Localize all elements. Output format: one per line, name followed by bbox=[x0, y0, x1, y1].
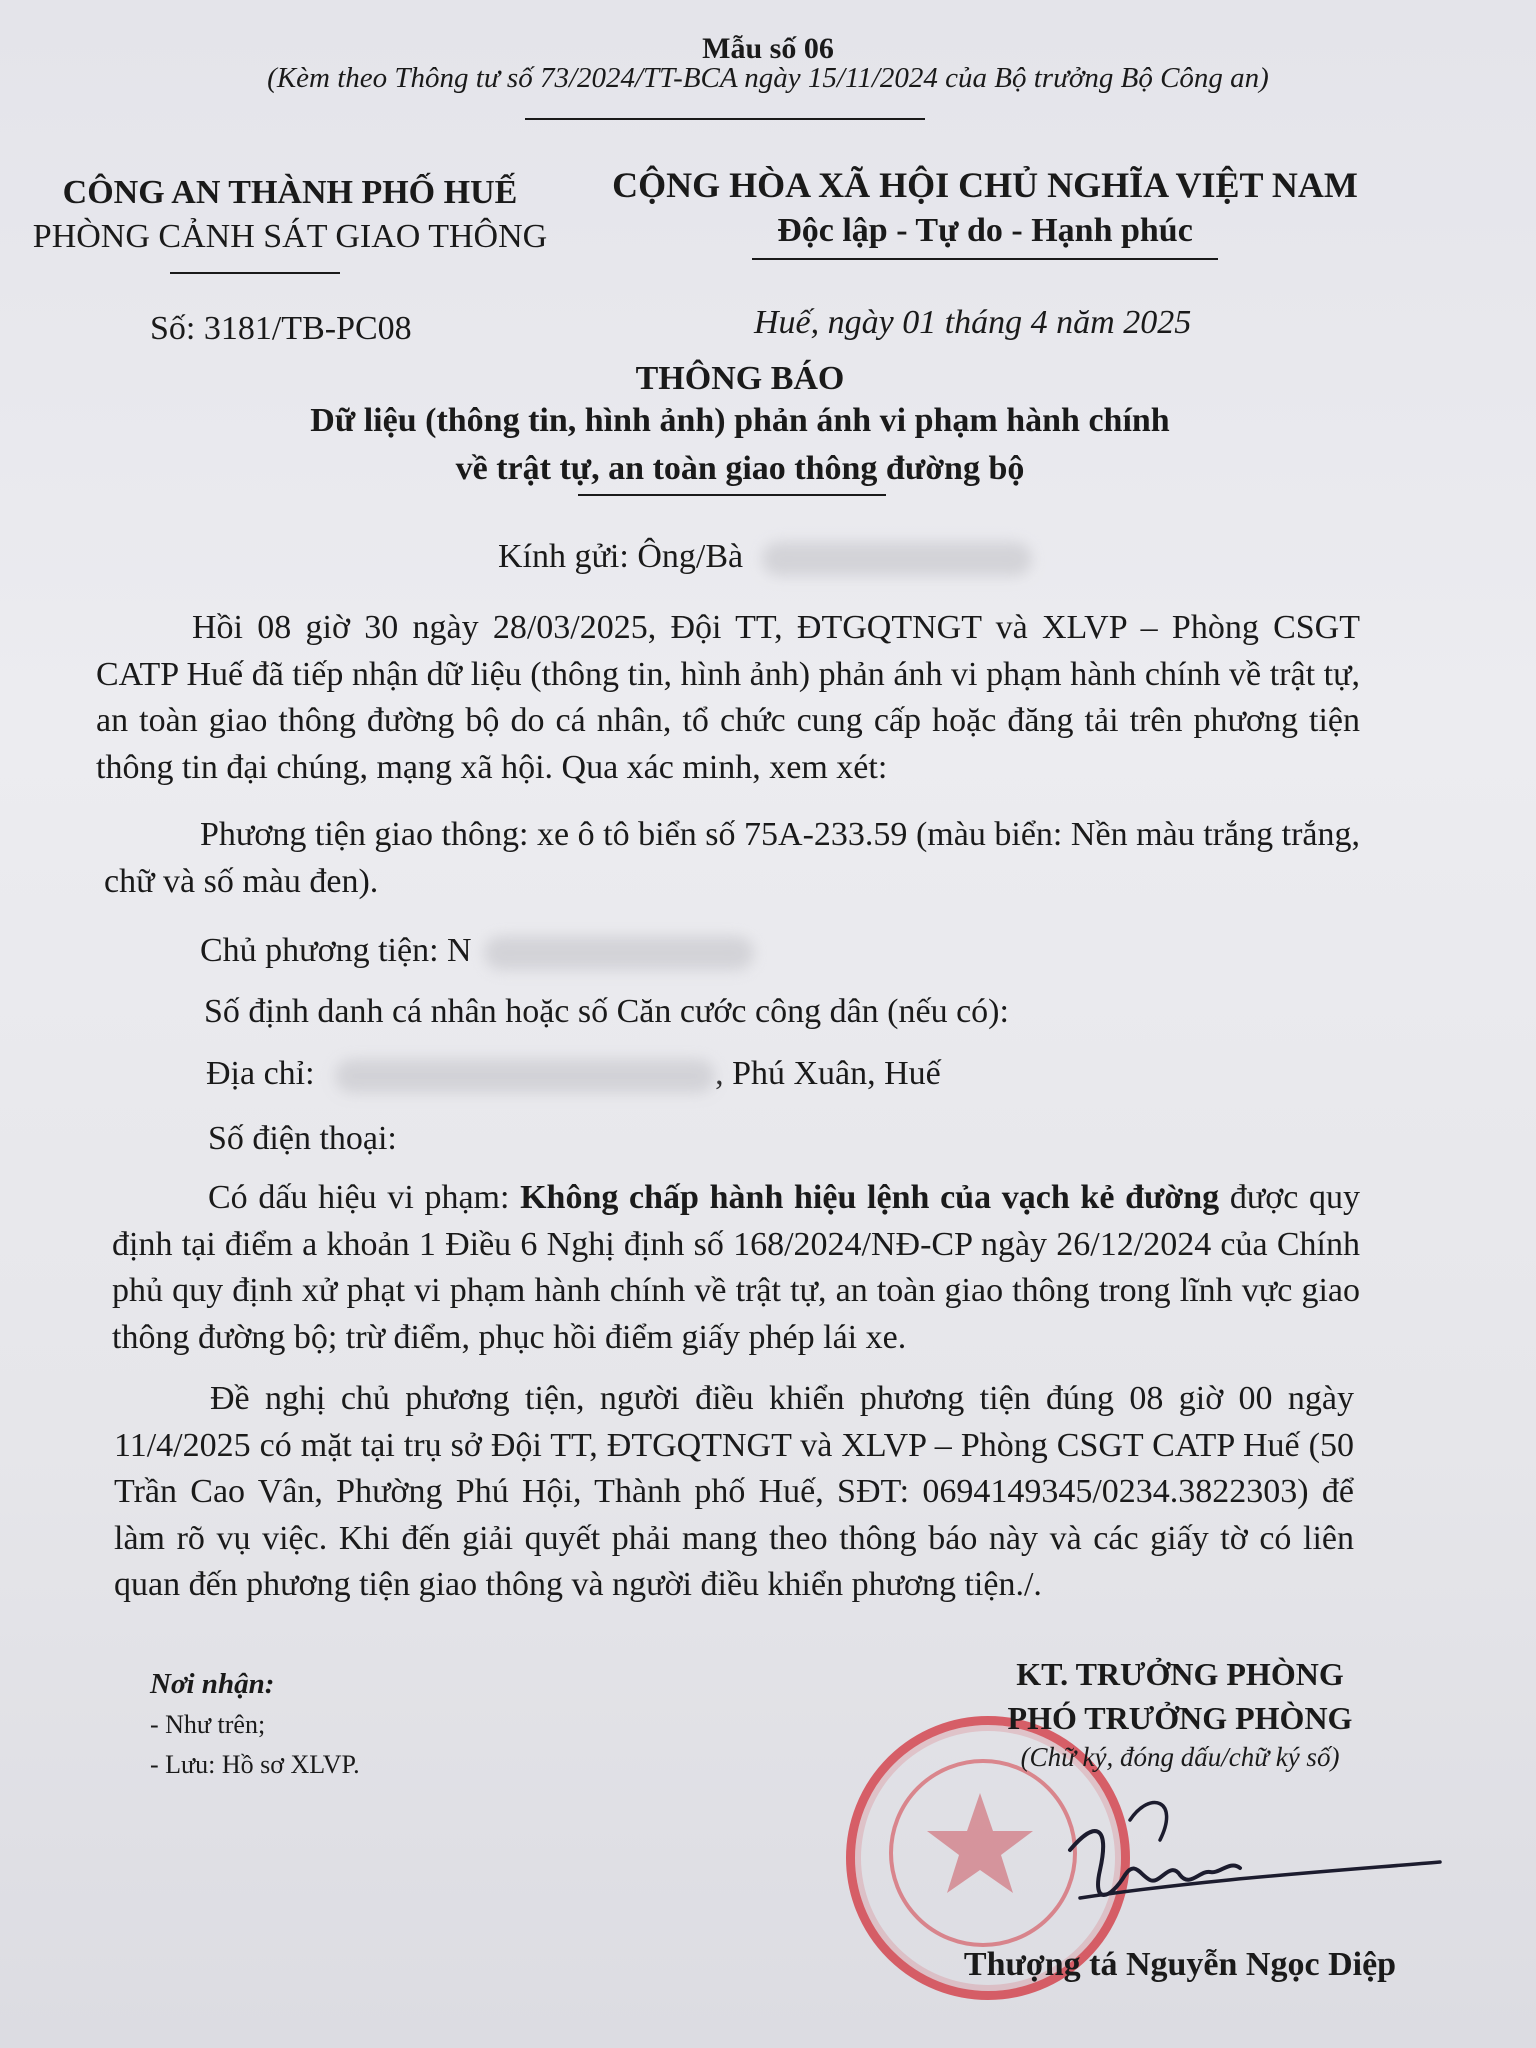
violation-prefix: Có dấu hiệu vi phạm: bbox=[208, 1179, 521, 1216]
form-number: Mẫu số 06 bbox=[702, 32, 834, 65]
place-date: Huế, ngày 01 tháng 4 năm 2025 bbox=[754, 304, 1192, 341]
redacted-address bbox=[335, 1059, 715, 1093]
subtitle-underline bbox=[578, 494, 886, 496]
redacted-recipient-name bbox=[762, 542, 1032, 576]
recipient-line bbox=[498, 538, 1032, 576]
signature-title-1: KT. TRƯỞNG PHÒNG bbox=[1016, 1656, 1344, 1692]
document-title: THÔNG BÁO bbox=[635, 360, 845, 397]
document-subtitle-1: Dữ liệu (thông tin, hình ảnh) phản ánh vi phạm hành chính bbox=[310, 402, 1170, 439]
national-motto: Độc lập - Tự do - Hạnh phúc bbox=[777, 212, 1193, 249]
seal-star-icon bbox=[920, 1785, 1040, 1905]
document-subtitle-2: về trật tự, an toàn giao thông đường bộ bbox=[455, 450, 1025, 487]
form-note: (Kèm theo Thông tư số 73/2024/TT-BCA ngày 15/11/2024 của Bộ trưởng Bộ Công an) bbox=[267, 62, 1269, 94]
violation-rest: được quy định tại điểm a khoản 1 Điều 6 Nghị định số 168/2024/NĐ-CP ngày 26/12/2024 của Chính phủ quy định xử phạt vi phạm hành chính về trật tự, an toàn giao thông trong lĩnh vực giao thông đường bộ; trừ điểm, phục hồi điểm giấy phép lái xe. bbox=[112, 1179, 1360, 1356]
owner-line bbox=[200, 932, 754, 970]
motto-underline bbox=[752, 258, 1218, 260]
recipients-item-2: - Lưu: Hồ sơ XLVP. bbox=[150, 1750, 360, 1779]
agency-department: PHÒNG CẢNH SÁT GIAO THÔNG bbox=[32, 218, 548, 255]
agency-divider bbox=[170, 272, 340, 274]
recipients-item-1: - Như trên; bbox=[150, 1710, 266, 1739]
recipients-title: Nơi nhận: bbox=[150, 1668, 275, 1700]
address-tail: , Phú Xuân, Huế bbox=[715, 1055, 941, 1092]
nation-name: CỘNG HÒA XÃ HỘI CHỦ NGHĨA VIỆT NAM bbox=[612, 165, 1358, 205]
form-divider bbox=[525, 118, 925, 120]
signature-note: (Chữ ký, đóng dấu/chữ ký số) bbox=[1020, 1742, 1340, 1772]
address-label: Địa chỉ: bbox=[206, 1055, 315, 1092]
recipient-label: Kính gửi: Ông/Bà bbox=[498, 538, 744, 575]
intro-paragraph: Hồi 08 giờ 30 ngày 28/03/2025, Đội TT, ĐTGQTNGT và XLVP – Phòng CSGT CATP Huế đã tiếp nhận dữ liệu (thông tin, hình ảnh) phản ánh vi phạm hành chính về trật tự, an toàn giao thông đường bộ do cá nhân, tổ chức cung cấp hoặc đăng tải trên phương tiện thông tin đại chúng, mạng xã hội. Qua xác minh, xem xét: bbox=[96, 609, 1360, 786]
redacted-owner-name bbox=[484, 936, 754, 970]
vehicle-paragraph: Phương tiện giao thông: xe ô tô biển số 75A-233.59 (màu biển: Nền màu trắng trắng, chữ và số màu đen). bbox=[104, 816, 1360, 900]
phone-line: Số điện thoại: bbox=[208, 1120, 397, 1157]
signer-name: Thượng tá Nguyễn Ngọc Diệp bbox=[963, 1946, 1397, 1983]
document-number: Số: 3181/TB-PC08 bbox=[150, 310, 412, 347]
agency-name: CÔNG AN THÀNH PHỐ HUẾ bbox=[62, 174, 518, 211]
handwritten-signature bbox=[1040, 1780, 1460, 1930]
id-line: Số định danh cá nhân hoặc số Căn cước công dân (nếu có): bbox=[204, 993, 1009, 1030]
owner-label: Chủ phương tiện: N bbox=[200, 932, 472, 969]
address-line bbox=[206, 1055, 941, 1093]
violation-name: Không chấp hành hiệu lệnh của vạch kẻ đường bbox=[520, 1179, 1220, 1216]
violation-paragraph bbox=[112, 1175, 1360, 1361]
request-paragraph: Đề nghị chủ phương tiện, người điều khiển phương tiện đúng 08 giờ 00 ngày 11/4/2025 có mặt tại trụ sở Đội TT, ĐTGQTNGT và XLVP – Phòng CSGT CATP Huế (50 Trần Cao Vân, Phường Phú Hội, Thành phố Huế, SĐT: 0694149345/0234.3822303) để làm rõ vụ việc. Khi đến giải quyết phải mang theo thông báo này và các giấy tờ có liên quan đến phương tiện giao thông và người điều khiển phương tiện./. bbox=[114, 1380, 1354, 1603]
signature-title-2: PHÓ TRƯỞNG PHÒNG bbox=[1007, 1700, 1353, 1736]
